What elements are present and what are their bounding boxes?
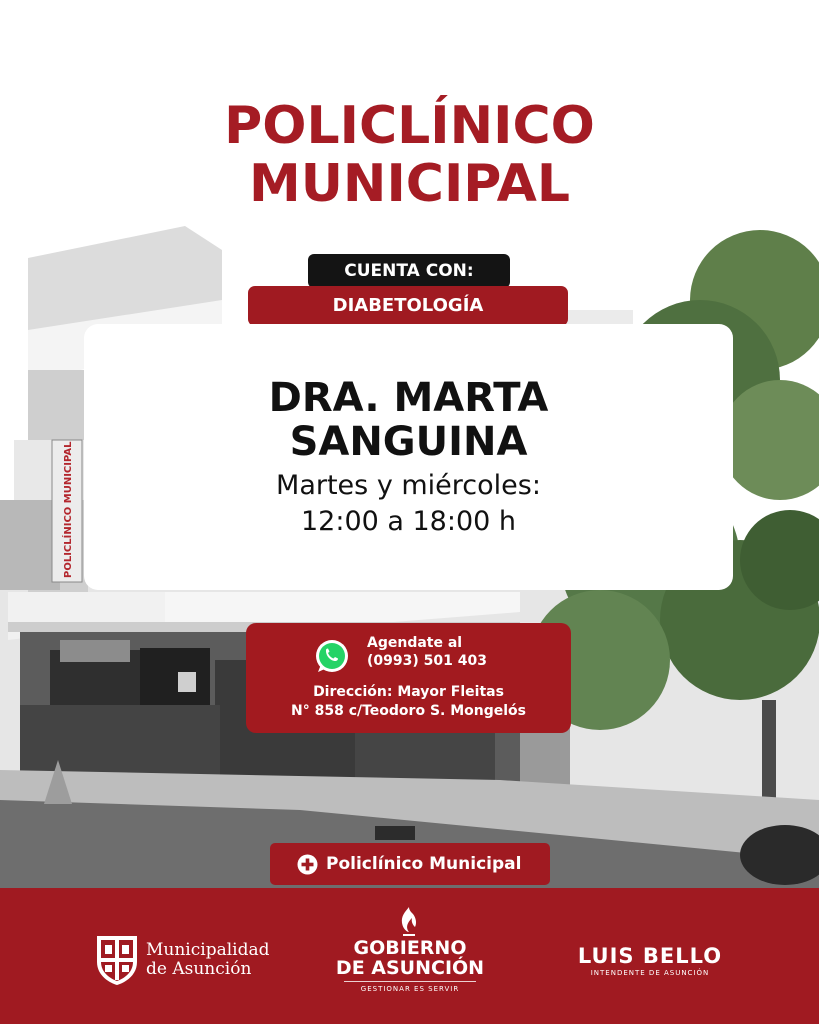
contact-address-line1: Dirección: Mayor Fleitas — [313, 684, 504, 700]
location-tag-label: Policlínico Municipal — [326, 854, 522, 874]
mayor-name: LUIS BELLO — [577, 944, 723, 968]
mayor-role: INTENDENTE DE ASUNCIÓN — [590, 969, 710, 977]
contact-phone: (0993) 501 403 — [367, 653, 487, 669]
page-title-line1: POLICLÍNICO — [224, 96, 595, 156]
schedule-days: Martes y miércoles: — [276, 470, 541, 501]
specialty-badge: DIABETOLOGÍA — [248, 286, 568, 326]
government-divider — [344, 981, 476, 982]
whatsapp-icon — [313, 638, 351, 676]
plus-icon — [297, 854, 318, 875]
flame-icon — [396, 906, 422, 938]
government-slogan: GESTIONAR ES SERVIR — [360, 985, 460, 993]
contact-label: Agendate al — [367, 635, 463, 651]
doctor-name-line2: SANGUINA — [289, 419, 528, 465]
building-sign-text: POLICLÍNICO MUNICIPAL — [63, 441, 74, 578]
intro-label: CUENTA CON: — [308, 254, 510, 288]
schedule-hours: 12:00 a 18:00 h — [300, 506, 517, 537]
government-name-line2: DE ASUNCIÓN — [335, 957, 485, 979]
page-title-line2: MUNICIPAL — [248, 154, 571, 214]
municipality-crest-icon — [94, 932, 140, 986]
municipality-name-line2: de Asunción — [146, 959, 252, 979]
doctor-name-line1: DRA. MARTA — [268, 375, 549, 421]
government-name-line1: GOBIERNO — [353, 937, 467, 959]
contact-address-line2: N° 858 c/Teodoro S. Mongelós — [291, 703, 526, 719]
municipality-name-line1: Municipalidad — [146, 940, 270, 960]
